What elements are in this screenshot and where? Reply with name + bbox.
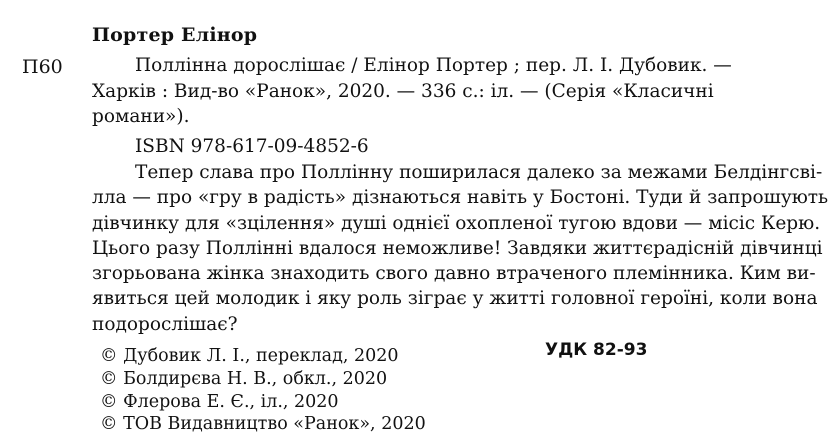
bibliographic-line: Харків : Вид-во «Ранок», 2020. — 336 с.: іл. — (Серія «Класичні [92,80,714,102]
annotation-line: Цього разу Поллінні вдалося неможливе! Завдяки життєрадісній дівчинці [92,237,823,259]
udk-code: УДК 82-93 [545,340,648,360]
copyright-line: © Болдирєва Н. В., обкл., 2020 [100,368,388,389]
bibliographic-record [92,53,732,130]
copyright-line: © Дубовик Л. І., переклад, 2020 [100,346,399,366]
bibliographic-line: Поллінна дорослішає / Елінор Портер ; пер. Л. І. Дубовик. — [135,55,732,76]
annotation-line: дівчинку для «зцілення» душі однієї охопленої тугою вдови — місіс Керю. [92,212,821,234]
copyright-line: © Флерова Е. Є., іл., 2020 [100,391,339,412]
annotation-line: явиться цей молодик і яку роль зіграє у житті головної героїні, коли вона [92,288,818,310]
annotation-line: лла — про «гру в радість» дізнаються навіть у Бостоні. Туди й запрошують [92,187,828,209]
annotation-line: подорослішає? [92,313,238,335]
copyright-list [100,345,426,436]
isbn-number: ISBN 978-617-09-4852-6 [135,136,369,157]
annotation-line: згорьована жінка знаходить свого давно втраченого племінника. Ким ви- [92,263,816,285]
copyright-line: © ТОВ Видавництво «Ранок», 2020 [100,414,426,435]
author-heading: Портер Елінор [92,24,258,46]
annotation-paragraph [92,160,828,337]
bibliographic-line: романи»). [92,106,190,127]
classification-code: П60 [22,56,63,78]
annotation-line: Тепер слава про Поллінну поширилася далеко за межами Белдінгсві- [135,162,823,183]
